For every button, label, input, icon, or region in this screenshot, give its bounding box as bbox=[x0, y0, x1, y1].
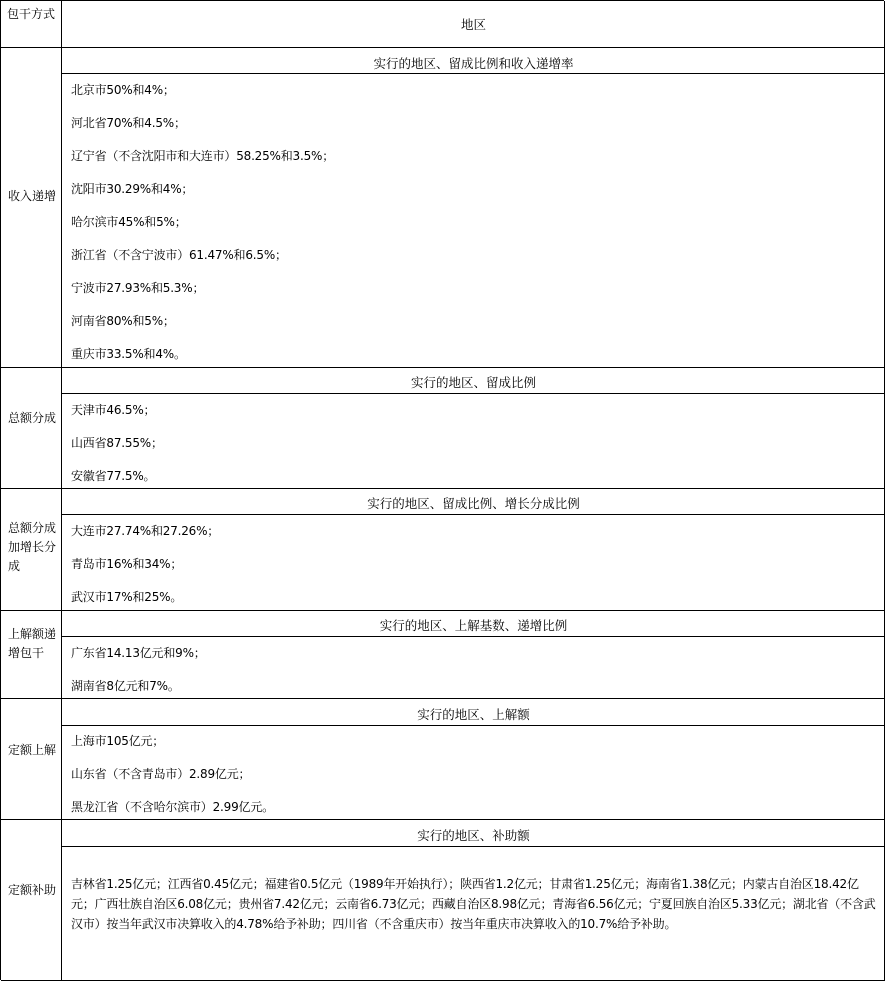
subheader-divider bbox=[62, 846, 885, 847]
row-divider bbox=[1, 488, 885, 489]
region-row: 青岛市16%和34%； bbox=[71, 557, 183, 571]
row-divider bbox=[1, 610, 885, 611]
method-label: 总额分成加增长分成 bbox=[8, 521, 57, 573]
subheader-divider bbox=[62, 73, 885, 74]
region-row: 山西省87.55%； bbox=[71, 436, 163, 450]
region-row: 安徽省77.5%。 bbox=[71, 469, 156, 483]
method-label: 收入递增 bbox=[8, 189, 57, 203]
method-label: 定额上解 bbox=[8, 743, 57, 757]
subheader-divider bbox=[62, 514, 885, 515]
row-divider bbox=[1, 367, 885, 368]
region-row: 武汉市17%和25%。 bbox=[71, 590, 183, 604]
region-row: 辽宁省（不含沈阳市和大连市）58.25%和3.5%； bbox=[71, 149, 335, 163]
section-subheader: 实行的地区、留成比例、增长分成比例 bbox=[367, 496, 580, 511]
region-row: 广东省14.13亿元和9%； bbox=[71, 646, 206, 660]
region-row: 宁波市27.93%和5.3%； bbox=[71, 281, 205, 295]
method-label: 总额分成 bbox=[8, 411, 57, 425]
row-divider bbox=[1, 698, 885, 699]
region-row: 大连市27.74%和27.26%； bbox=[71, 524, 220, 538]
subheader-divider bbox=[62, 393, 885, 394]
region-row: 河南省80%和5%； bbox=[71, 314, 175, 328]
region-row: 河北省70%和4.5%； bbox=[71, 116, 186, 130]
section-subheader: 实行的地区、补助额 bbox=[417, 828, 530, 843]
method-label: 上解额递增包干 bbox=[8, 627, 57, 660]
method-label: 定额补助 bbox=[8, 883, 57, 897]
region-row: 上海市105亿元； bbox=[71, 734, 165, 748]
region-row: 浙江省（不含宁波市）61.47%和6.5%； bbox=[71, 248, 287, 262]
section-subheader: 实行的地区、留成比例 bbox=[410, 375, 536, 390]
region-row: 重庆市33.5%和4%。 bbox=[71, 347, 186, 361]
section-subheader: 实行的地区、留成比例和收入递增率 bbox=[373, 56, 574, 71]
region-row: 黑龙江省（不含哈尔滨市）2.99亿元。 bbox=[71, 800, 274, 814]
section-subheader: 实行的地区、上解基数、递增比例 bbox=[379, 618, 568, 633]
region-row: 山东省（不含青岛市）2.89亿元； bbox=[71, 767, 251, 781]
region-row: 沈阳市30.29%和4%； bbox=[71, 182, 194, 196]
region-row: 天津市46.5%； bbox=[71, 403, 156, 417]
subsidy-paragraph: 吉林省1.25亿元；江西省0.45亿元；福建省0.5亿元（1989年开始执行）；陕西省1.2亿元；甘肃省1.25亿元；海南省1.38亿元；内蒙古自治区18.42亿元；广西壮族自治区6.08亿元；贵州省7.42亿元；云南省6.73亿元；西藏自治区8.98亿元；青海省6.56亿元；宁夏回族自治区5.33亿元；湖北省（不含武汉市）按当年武汉市决算收入的4.78%给予补助；四川省（不含重庆市）按当年重庆市决算收入的10.7%给予补助。 bbox=[71, 877, 876, 931]
region-row: 哈尔滨市45%和5%； bbox=[71, 215, 187, 229]
row-divider bbox=[1, 819, 885, 820]
subheader-divider bbox=[62, 636, 885, 637]
row-divider bbox=[1, 47, 885, 48]
section-subheader: 实行的地区、上解额 bbox=[417, 707, 530, 722]
region-row: 湖南省8亿元和7%。 bbox=[71, 679, 180, 693]
header-region: 地区 bbox=[460, 17, 486, 32]
header-method: 包干方式 bbox=[7, 7, 56, 21]
subheader-divider bbox=[62, 725, 885, 726]
region-row: 北京市50%和4%； bbox=[71, 83, 175, 97]
